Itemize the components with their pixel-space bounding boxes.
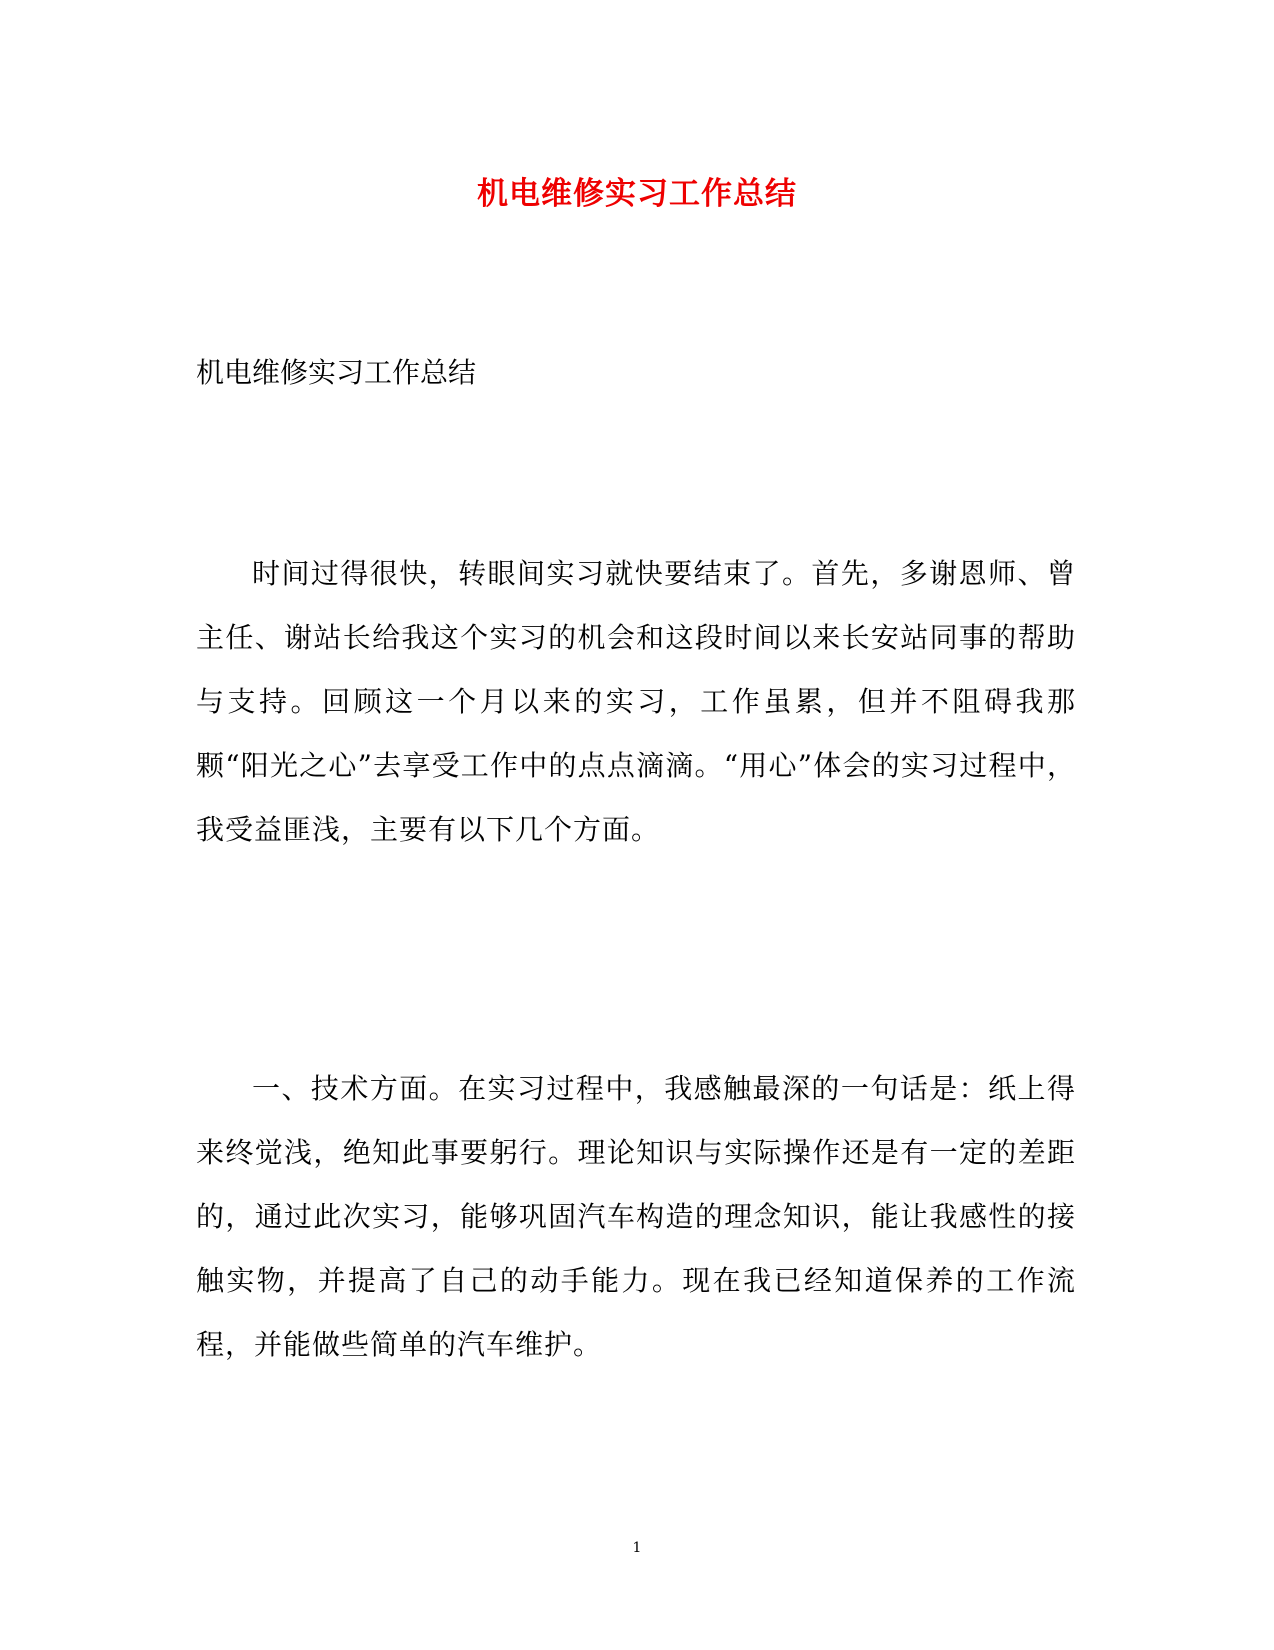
paragraph-technical: 一、技术方面。在实习过程中，我感触最深的一句话是：纸上得来终觉浅，绝知此事要躬行。理论知识与实际操作还是有一定的差距的，通过此次实习，能够巩固汽车构造的理念知识，能让我感性的接触实物，并提高了自己的动手能力。现在我已经知道保养的工作流程，并能做些简单的汽车维护。 xyxy=(196,1072,1076,1361)
paragraph-intro: 时间过得很快，转眼间实习就快要结束了。首先，多谢恩师、曾主任、谢站长给我这个实习的机会和这段时间以来长安站同事的帮助与支持。回顾这一个月以来的实习，工作虽累，但并不阻碍我那颗“阳光之心”去享受工作中的点点滴滴。“用心”体会的实习过程中，我受益匪浅，主要有以下几个方面。 xyxy=(196,557,1076,846)
page-number: 1 xyxy=(632,1540,642,1556)
document-title: 机电维修实习工作总结 xyxy=(477,176,797,212)
document-subtitle: 机电维修实习工作总结 xyxy=(196,356,477,389)
